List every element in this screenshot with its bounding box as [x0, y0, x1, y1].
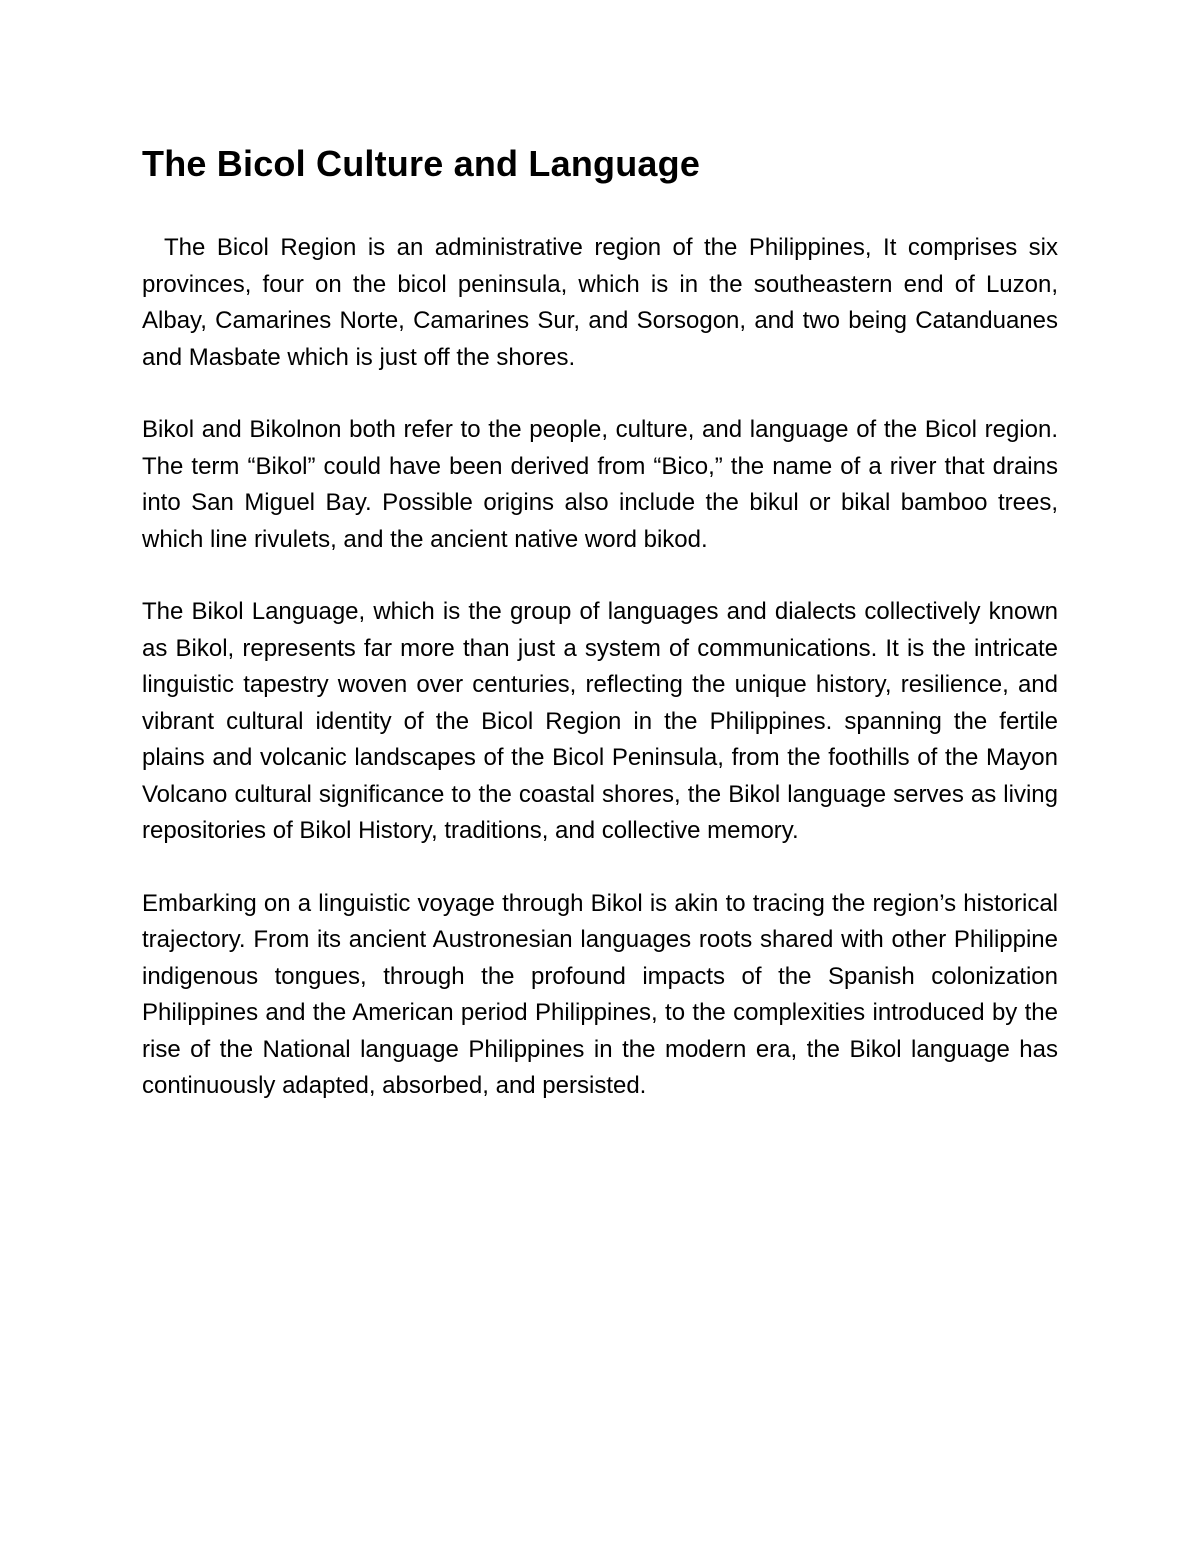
paragraph-linguistic-voyage: Embarking on a linguistic voyage through Bikol is akin to tracing the region’s historical trajectory. From its ancient Austronesian languages roots shared with other Philippine indigenous tongues, through the profound impacts of the Spanish colonization Philippines and the American period Philippines, to the complexities introduced by the rise of the National language Philippines in the modern era, the Bikol language has continuously adapted, absorbed, and persisted.: [142, 889, 1058, 1099]
paragraph-bikol-language: The Bikol Language, which is the group of languages and dialects collectively known as Bikol, represents far more than just a system of communications. It is the intricate linguistic tapestry woven over centuries, reflecting the unique history, resilience, and vibrant cultural identity of the Bicol Region in the Philippines. spanning the fertile plains and volcanic landscapes of the Bicol Peninsula, from the foothills of the Mayon Volcano cultural significance to the coastal shores, the Bikol language serves as living repositories of Bikol History, traditions, and collective memory.: [142, 598, 1058, 844]
document-body: [142, 138, 1058, 1141]
paragraph-bicol-region: The Bicol Region is an administrative region of the Philippines, It comprises six provinces, four on the bicol peninsula, which is in the southeastern end of Luzon, Albay, Camarines Norte, Camarines Sur, and Sorsogon, and two being Catanduanes and Masbate which is just off the shores.: [142, 234, 1058, 371]
paragraph-bikol-origins: Bikol and Bikolnon both refer to the people, culture, and language of the Bicol region. The term “Bikol” could have been derived from “Bico,” the name of a river that drains into San Miguel Bay. Possible origins also include the bikul or bikal bamboo trees, which line rivulets, and the ancient native word bikod.: [142, 416, 1058, 553]
document-title: The Bicol Culture and Language: [142, 143, 701, 184]
